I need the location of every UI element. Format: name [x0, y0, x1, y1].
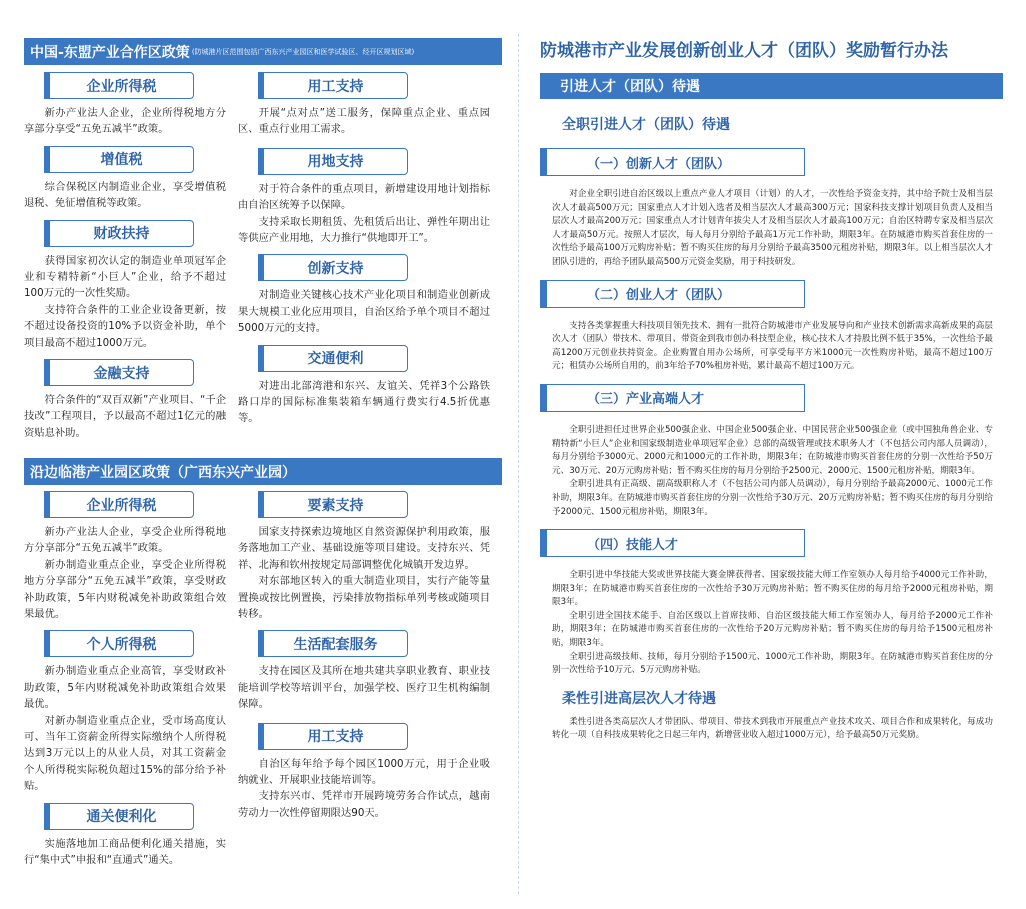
policy-header-note: (防城港片区范围包括广西东兴产业园区和医学试验区、经开区规划区域) — [191, 47, 415, 56]
policy-tab: 个人所得税 — [44, 630, 194, 657]
policy-text — [24, 105, 226, 138]
policy-block — [238, 491, 490, 622]
policy-tab: 要素支持 — [258, 491, 408, 518]
right-header-bar — [540, 73, 1003, 99]
talent-paragraph: 全职引进高级技师、技师，每月分别给予1500元、1000元工作补助，期限3年。在防城港市购买首套住房的分别一次性给予10万元、5万元购房补贴。 — [552, 651, 993, 676]
policy-block — [24, 220, 226, 351]
policy-tab: 生活配套服务 — [258, 630, 408, 657]
policy-paragraph: 对进出北部湾港和东兴、友谊关、凭祥3个公路铁路口岸的国际标准集装箱车辆通行费实行4.5折优惠等。 — [238, 379, 490, 425]
policy-paragraph: 新办产业法人企业，享受企业所得税地方分享部分“五免五减半”政策。 — [24, 526, 226, 555]
right-header-title: 引进人才（团队）待遇 — [560, 79, 700, 95]
policy-tab: 用地支持 — [258, 148, 408, 175]
policy-block — [238, 254, 490, 336]
policy-text — [238, 524, 490, 622]
policy-paragraph: 支持符合条件的工业企业设备更新，按不超过设备投资的10%予以资金补助，单个项目最高不超过1000万元。 — [24, 303, 226, 349]
talent-section — [540, 148, 1003, 270]
flex-subtitle: 柔性引进高层次人才待遇 — [562, 690, 716, 707]
policy-text — [238, 663, 490, 712]
talent-section — [540, 384, 1003, 519]
policy-tab: 财政扶持 — [44, 220, 194, 247]
talent-section-head — [540, 148, 1003, 176]
policy-tab: 企业所得税 — [44, 72, 194, 99]
policy-text — [24, 663, 226, 794]
policy-text — [24, 253, 226, 351]
policy-paragraph: 支持采取长期租赁、先租赁后出让、弹性年期出让等供应产业用地，大力推行“供地即开工”。 — [238, 215, 490, 245]
policy-header-bar — [24, 38, 502, 65]
policy-text — [238, 756, 490, 822]
policy-block — [238, 72, 490, 138]
policy-block — [24, 146, 226, 212]
policy-block — [24, 803, 226, 869]
policy-block — [238, 723, 490, 822]
talent-paragraph: 全职引进担任过世界企业500强企业、中国企业500强企业、中国民营企业500强企业（或中国独角兽企业、专精特新“小巨人”企业和国家级制造业单项冠军企业）总部的高级管理或技术职务人才（不包括公司内部人员调动），每月分别给予3000元、2000元和1000元的工作补助，期限3年；在防城港市购买首套住房的分别一次性给予50万元、30万元、20万元购房补贴；暂不购买住房的每月分别给予2500元、2000元、1500元租房补贴，期限3年。 — [552, 424, 993, 476]
policy-paragraph: 对制造业关键核心技术产业化项目和制造业创新成果大规模工业化应用项目，自治区给予单个项目不超过5000万元的支持。 — [238, 289, 490, 335]
policy-paragraph: 开展“点对点”送工服务，保障重点企业、重点园区、重点行业用工需求。 — [238, 107, 490, 136]
policy-paragraph: 支持在园区及其所在地共建共享职业教育、职业技能培训学校等培训平台，加强学校、医疗卫生机构编制保障。 — [238, 665, 490, 711]
flex-paragraph: 柔性引进各类高层次人才带团队、带项目、带技术到我市开展重点产业技术攻关、项目合作和成果转化，每成功转化一项（自科技成果转化之日起三年内，新增营业收入超过1000万元），给予最高50万元奖励。 — [552, 716, 993, 741]
policy-header-title: 中国-东盟产业合作区政策 — [30, 44, 190, 61]
policy-paragraph: 实施落地加工商品便利化通关措施，实行“集中式”申报和“直通式”通关。 — [24, 837, 226, 867]
policy-paragraph: 新办制造业重点企业，享受企业所得税地方分享部分“五免五减半”政策，享受财政补助政策，5年内财税减免补助政策组合效果最优。 — [24, 558, 226, 621]
policy-paragraph: 对于符合条件的重点项目，新增建设用地计划指标由自治区统筹予以保障。 — [238, 182, 490, 212]
policy-paragraph: 符合条件的“双百双新”产业项目、“千企技改”工程项目，予以最高不超过1亿元的融资贴息补助。 — [24, 394, 226, 439]
left-column-2 — [238, 72, 490, 435]
policy-paragraph: 新办产业法人企业，企业所得税地方分享部分享受“五免五减半”政策。 — [24, 107, 226, 136]
policy-text — [238, 105, 490, 138]
policy-paragraph: 获得国家初次认定的制造业单项冠军企业和专精特新“小巨人”企业，给予不超过100万元的一次性奖励。 — [24, 254, 226, 300]
policy-paragraph: 自治区每年给予每个园区1000万元，用于企业吸纳就业、开展职业技能培训等。 — [238, 757, 490, 787]
policy-block — [24, 630, 226, 794]
talent-section-head — [540, 529, 1003, 557]
talent-section-head — [540, 280, 1003, 308]
talent-section-head — [540, 384, 1003, 412]
policy-text — [24, 179, 226, 212]
policy-block — [238, 345, 490, 427]
policy-tab: 用工支持 — [258, 723, 408, 750]
policy-block — [24, 491, 226, 622]
policy-tab: 用工支持 — [258, 72, 408, 99]
talent-paragraph: 全职引进中华技能大奖或世界技能大赛金牌获得者、国家级技能大师工作室领办人每月给予4000元工作补助，期限3年；在防城港市购买首套住房的一次性给予30万元购房补贴；暂不购买住房的每月给予2000元租房补贴，期限3年。 — [552, 570, 993, 608]
policy-tab: 金融支持 — [44, 359, 194, 386]
flex-text — [540, 716, 1003, 743]
policy-block — [238, 630, 490, 712]
policy-paragraph: 综合保税区内制造业企业，享受增值税退税、免征增值税等政策。 — [24, 180, 226, 210]
fulltime-subtitle: 全职引进人才（团队）待遇 — [562, 117, 730, 133]
policy-block — [238, 148, 490, 247]
talent-section-label: （二）创业人才（团队） — [540, 280, 805, 308]
policy-tab: 增值税 — [44, 146, 194, 173]
talent-paragraph: 对企业全职引进自治区级以上重点产业人才项目（计划）的人才，一次性给予资金支持，其中给予院士及相当层次人才最高500万元；国家重点人才计划入选者及相当层次人才最高300万元；国家科技支撑计划项目负责人及相当层次人才最高200万元；国家重点人才计划青年拔尖人才及相当层次人才最高100万元；自治区特聘专家及相当层次人才最高50万元。按照人才层次，每人每月分别给予最高1万元工作补助，期限3年。在防城港市购买首套住房的一次性给予最高100万元购房补贴；暂不购买住房的每月分别给予最高3500元租房补贴，期限3年。以上相当层次人才团队引进的，再给予团队最高500万元资金奖励，用于科技研发。 — [552, 189, 993, 267]
policy-block — [24, 359, 226, 441]
policy-paragraph: 对东部地区转入的重大制造业项目，实行产能等量置换或按比例置换，污染排放物指标单列考核或随项目转移。 — [238, 575, 490, 621]
talent-section-text — [540, 424, 1003, 519]
policy-tab: 企业所得税 — [44, 491, 194, 518]
park-header-bar — [24, 458, 502, 485]
policy-tab: 通关便利化 — [44, 803, 194, 830]
policy-text — [24, 836, 226, 869]
left-column-3 — [24, 491, 226, 877]
policy-paragraph: 国家支持探索边境地区自然资源保护利用政策，服务落地加工产业、基础设施等项目建设。支持东兴、凭祥、北海和钦州按规定局部调整优化城镇开发边界。 — [238, 526, 490, 571]
talent-paragraph: 全职引进具有正高级、副高级职称人才（不包括公司内部人员调动），每月分别给予最高2000元、1000元工作补助，期限3年。在防城港市购买首套住房的分别一次性给予30万元、20万元购房补贴；暂不购买住房的每月分别给予2000元、1500元租房补贴，期限3年。 — [552, 479, 993, 517]
talent-section-text — [540, 320, 1003, 374]
talent-section-label: （一）创新人才（团队） — [540, 148, 805, 176]
park-header-title: 沿边临港产业园区政策（广西东兴产业园） — [30, 464, 296, 481]
left-column-4 — [238, 491, 490, 829]
policy-text — [24, 524, 226, 622]
policy-text — [238, 287, 490, 336]
policy-tab: 创新支持 — [258, 254, 408, 281]
talent-paragraph: 全职引进全国技术能手、自治区级以上首席技师、自治区级技能大师工作室领办人，每月给予2000元工作补助，期限3年；在防城港市购买首套住房的一次性给予20万元购房补贴；暂不购买住房的每月给予1500元租房补贴，期限3年。 — [552, 610, 993, 649]
talent-section — [540, 280, 1003, 374]
policy-text — [238, 378, 490, 427]
policy-block — [24, 72, 226, 138]
talent-section-label: （三）产业高端人才 — [540, 384, 805, 412]
policy-paragraph: 新办制造业重点企业高管，享受财政补助政策，5年内财税减免补助政策组合效果最优。 — [24, 665, 226, 711]
column-divider — [518, 34, 519, 894]
policy-text — [24, 392, 226, 441]
policy-paragraph: 支持东兴市、凭祥市开展跨境劳务合作试点，越南劳动力一次性停留期限达90天。 — [238, 790, 490, 819]
policy-tab: 交通便利 — [258, 345, 408, 372]
talent-paragraph: 支持各类掌握重大科技项目领先技术、拥有一批符合防城港市产业发展导向和产业技术创新需求高新成果的高层次人才（团队）带技术、带项目、带资金到我市创办科技型企业，核心技术人才持股比例不低于35%，一次性给予最高1200万元创业扶持资金。企业购置自用办公场所，可享受每平方米1000元一次性购房补贴，最高不超过100万元；租赁办公场所自用的，前3年给予70%租房补贴，累计最高不超过100万元。 — [552, 320, 993, 372]
talent-section — [540, 529, 1003, 678]
policy-paragraph: 对新办制造业重点企业，受市场高度认可、当年工资薪金所得实际缴纳个人所得税达到3万元以上的从业人员，对其工资薪金个人所得税实际税负超过15%的部分给予补贴。 — [24, 714, 226, 793]
left-column-1 — [24, 72, 226, 449]
talent-section-label: （四）技能人才 — [540, 529, 805, 557]
policy-text — [238, 181, 490, 247]
talent-section-text — [540, 188, 1003, 270]
right-sections — [540, 148, 1003, 743]
talent-section-text — [540, 569, 1003, 678]
right-page-title: 防城港市产业发展创新创业人才（团队）奖励暂行办法 — [540, 41, 948, 61]
